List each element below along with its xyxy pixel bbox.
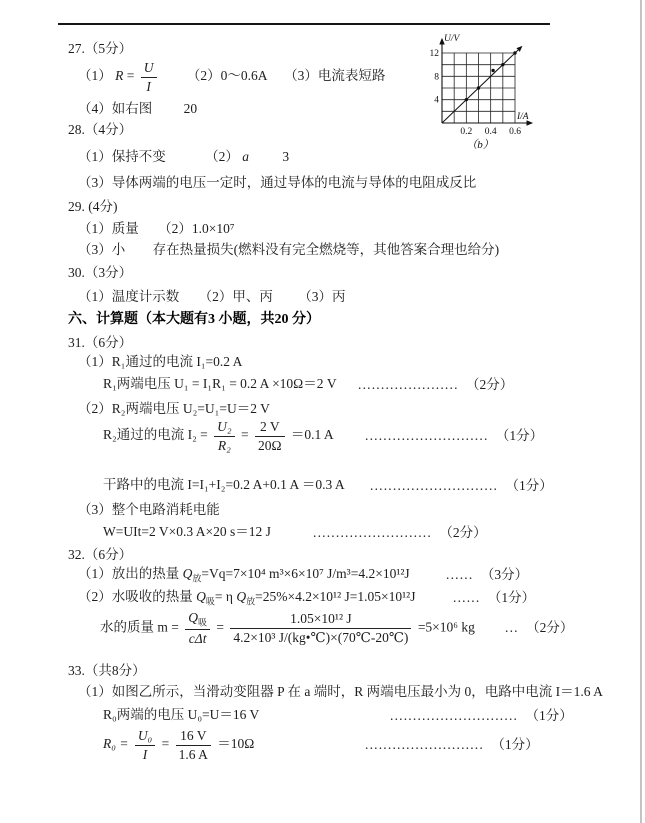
fraction-denominator: R₂	[217, 437, 231, 453]
q27-item4: （4）如右图	[78, 101, 153, 116]
formula-text: 水的质量 m =	[100, 619, 179, 635]
formula-text: = η	[214, 589, 237, 604]
q30-heading: 30.（3分）	[68, 265, 133, 280]
svg-text:8: 8	[434, 72, 439, 83]
q27-item2: （2）0～0.6A	[186, 68, 267, 84]
svg-text:12: 12	[429, 49, 439, 59]
q32-heading: 32.（6分）	[68, 547, 133, 562]
equals-sign: =	[161, 736, 170, 752]
q31-line4	[103, 419, 623, 453]
formula-text: R₂通过的电流 I₂ =	[103, 427, 208, 443]
score-tail	[365, 736, 539, 754]
q32-line1	[78, 565, 623, 585]
svg-text:0.2: 0.2	[460, 127, 473, 137]
q31-line5	[103, 476, 623, 494]
fraction-U0-over-I	[135, 728, 155, 762]
q31-line3: （2）R₂两端电压 U₂=U₁=U＝2 V	[78, 401, 270, 416]
q27-item3: （3）电流表短路	[284, 68, 386, 84]
fraction-heat-calculation	[230, 611, 411, 645]
section-6-heading: 六、计算题（本大题有3 小题，共20 分）	[68, 312, 320, 327]
score-label: （1分）	[495, 427, 544, 443]
fraction-numerator	[185, 610, 210, 630]
q30-item1: （1）温度计示数	[78, 289, 180, 304]
q27-item4-row	[78, 100, 197, 118]
fraction-denominator: 20Ω	[257, 437, 282, 453]
q30-item3: （3）丙	[298, 289, 346, 304]
formula-text: W=UIt=2 V×0.3 A×20 s＝12 J	[103, 524, 271, 539]
formula-text: （2）水吸收的热量	[78, 589, 197, 604]
fraction-2V-over-20ohm	[255, 419, 285, 453]
subscript-released: 放	[246, 596, 256, 607]
formula-text: R₀ =	[103, 736, 129, 752]
q28-item1: （1）保持不变	[78, 149, 166, 164]
score-tail	[446, 566, 528, 584]
svg-text:4: 4	[434, 95, 439, 106]
score-tail	[390, 707, 573, 725]
dotted-leader: ..........................	[365, 736, 484, 752]
fraction-numerator: 16 V	[176, 728, 211, 746]
dotted-leader: ..........................	[313, 525, 432, 540]
score-tail	[453, 589, 535, 607]
svg-text:0.6: 0.6	[509, 127, 521, 137]
q29-item1: （1）质量	[78, 221, 139, 236]
variable-Q: Q	[236, 589, 247, 604]
subscript-released: 放	[192, 573, 202, 584]
q29-item2: （2）1.0×10⁷	[158, 221, 235, 236]
score-tail	[505, 619, 573, 637]
page-edge-line	[640, 0, 642, 823]
score-label: （2分）	[466, 377, 514, 392]
equals-sign: =	[126, 68, 135, 84]
dotted-leader: ......	[453, 590, 481, 605]
variable-Q: Q	[182, 566, 193, 581]
score-label: （2分）	[439, 525, 487, 540]
q33-line3	[103, 728, 623, 762]
formula-result: ＝10Ω	[217, 736, 255, 752]
equals-sign: =	[216, 619, 225, 635]
formula-text: R₀两端的电压 U₀=U＝16 V	[103, 707, 260, 722]
q27-item1-label: （1）	[78, 68, 112, 84]
fraction-denominator: I	[142, 746, 148, 762]
q29-item3-row	[78, 241, 499, 259]
svg-text:U/V: U/V	[444, 34, 460, 44]
dotted-leader: ...........................	[365, 427, 489, 443]
q31-line1: （1）R₁通过的电流 I₁=0.2 A	[78, 354, 243, 369]
score-label: （1分）	[487, 590, 536, 605]
score-label: （2分）	[526, 620, 574, 636]
uv-current-graph	[428, 30, 553, 152]
formula-text: （1）放出的热量	[78, 566, 183, 581]
score-label: （1分）	[525, 708, 573, 723]
q31-line7	[103, 523, 623, 541]
fraction-numerator: 1.05×10¹² J	[230, 611, 411, 629]
formula-text: R₁两端电压 U₁ = I₁R₁ = 0.2 A ×10Ω＝2 V	[103, 376, 337, 391]
fraction-16V-over-1.6A	[176, 728, 211, 762]
score-label: （3分）	[480, 567, 529, 582]
variable-Q: Q	[196, 589, 206, 604]
formula-result: ＝0.1 A	[290, 427, 334, 443]
fraction-U-over-I	[141, 60, 157, 94]
q32-line3	[100, 610, 640, 647]
q28-item2-value: 3	[282, 149, 290, 164]
dotted-leader: ............................	[390, 708, 519, 723]
q29-item3-answer: （3）小	[78, 242, 126, 257]
q28-item3: （3）导体两端的电压一定时，通过导体的电流与导体的电阻成反比	[78, 175, 477, 190]
dotted-leader: ...	[505, 620, 519, 636]
dotted-leader: ............................	[370, 478, 499, 493]
svg-text:I/A: I/A	[517, 112, 529, 122]
svg-text:0.4: 0.4	[484, 127, 497, 137]
fraction-Q-over-cdt	[185, 610, 210, 647]
formula-text: =Vq=7×10⁴ m³×6×10⁷ J/m³=4.2×10¹²J	[201, 566, 410, 581]
q29-item-row	[78, 220, 235, 238]
q27-heading: 27.（5分）	[68, 41, 133, 56]
q28-item2-label: （2）	[205, 149, 239, 164]
q30-item-row	[78, 288, 346, 306]
fraction-denominator: 1.6 A	[178, 746, 208, 762]
q31-line2	[103, 375, 623, 393]
top-rule	[58, 23, 550, 25]
score-label: （1分）	[505, 478, 553, 493]
dotted-leader: ......	[446, 567, 474, 582]
q30-item2: （2）甲、丙	[198, 289, 273, 304]
equals-sign: =	[240, 427, 249, 443]
q28-item-row	[78, 148, 289, 166]
subscript-absorbed: 吸	[205, 596, 215, 607]
variable-Q: Q	[188, 610, 198, 625]
formula-text: =25%×4.2×10¹² J=1.05×10¹²J	[255, 589, 416, 604]
fraction-numerator: U₀	[135, 728, 155, 746]
q31-line6: （3）整个电路消耗电能	[78, 502, 220, 517]
fraction-numerator: U₂	[214, 419, 234, 437]
q29-item3-note: 存在热量损失(燃料没有完全燃烧等，其他答案合理也给分)	[152, 242, 500, 257]
formula-text: 干路中的电流 I=I₁+I₂=0.2 A+0.1 A ＝0.3 A	[103, 477, 345, 492]
formula-result: =5×10⁶ kg	[417, 619, 475, 635]
q31-heading: 31.（6分）	[68, 335, 133, 350]
score-tail	[365, 427, 543, 445]
variable-a: a	[242, 149, 249, 164]
q28-heading: 28.（4分）	[68, 122, 133, 137]
fraction-denominator: I	[146, 78, 151, 94]
score-label: （1分）	[491, 736, 539, 752]
q33-heading: 33.（共8分）	[68, 663, 146, 678]
q29-heading: 29. (4分)	[68, 199, 118, 214]
fraction-numerator: U	[141, 60, 157, 78]
fraction-U2-over-R2	[214, 419, 234, 453]
fraction-denominator: cΔt	[188, 631, 207, 647]
score-tail	[358, 376, 513, 394]
subscript-absorbed: 吸	[198, 617, 208, 628]
svg-text:（b）: （b）	[466, 139, 494, 151]
variable-R: R	[115, 68, 124, 84]
fraction-denominator: 4.2×10³ J/(kg•℃)×(70℃-20℃)	[233, 629, 409, 645]
uv-graph-svg	[428, 30, 553, 152]
q32-line2	[78, 588, 623, 608]
score-tail	[370, 477, 553, 495]
q33-line1: （1）如图乙所示，当滑动变阻器 P 在 a 端时，R 两端电压最小为 0，电路中电流 I＝1.6 A	[78, 684, 603, 699]
q27-item-row	[78, 60, 385, 94]
q33-line2	[103, 706, 623, 724]
fraction-numerator: 2 V	[255, 419, 285, 437]
score-tail	[313, 524, 487, 542]
q27-item4-value: 20	[183, 101, 198, 116]
dotted-leader: ......................	[358, 377, 459, 392]
